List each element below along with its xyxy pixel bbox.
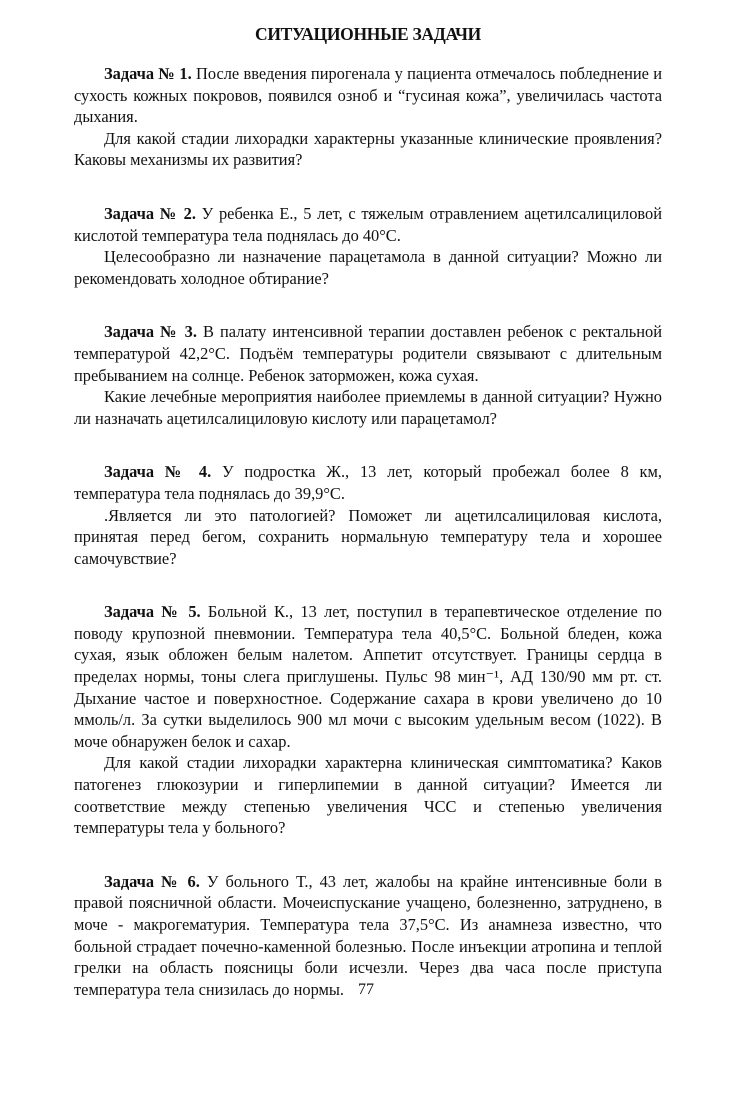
task-2 [74, 203, 662, 289]
page-number: 77 [358, 981, 374, 998]
page-title: СИТУАЦИОННЫЕ ЗАДАЧИ [254, 24, 481, 44]
task-5-paragraph-2: Для какой стадии лихорадки характерна клиническая симптоматика? Каков патогенез глюкозурии и гиперлипемии в данной ситуации? Имеется ли соответствие между степенью увеличения ЧСС и степенью увеличения температуры тела у больного? [74, 753, 662, 838]
task-4-label: Задача № 4. [104, 462, 212, 482]
task-5-paragraph-1 [74, 601, 662, 752]
task-1 [74, 63, 662, 171]
task-4-paragraph-2: .Является ли это патологией? Поможет ли ацетилсалициловая кислота, принятая перед бегом, сохранить нормальную температуру тела и хорошее самочувствие? [74, 505, 662, 568]
task-3-text-1: В палату интенсивной терапии доставлен ребенок с ректальной температурой 42,2°С. Подъём температуры родители связывают с длительным пребыванием на солнце. Ребенок заторможен, кожа сухая. [74, 322, 662, 385]
task-2-paragraph-2: Целесообразно ли назначение парацетамола в данной ситуации? Можно ли рекомендовать холодное обтирание? [74, 247, 662, 288]
task-5 [74, 601, 662, 839]
task-1-label: Задача № 1. [104, 64, 192, 83]
task-3-label: Задача № 3. [104, 322, 197, 342]
task-3-paragraph-2: Какие лечебные мероприятия наиболее приемлемы в данной ситуации? Нужно ли назначать ацетилсалициловую кислоту или парацетамол? [74, 387, 662, 428]
task-3-paragraph-1 [74, 321, 662, 386]
task-2-label: Задача № 2. [104, 203, 196, 223]
task-2-paragraph-1 [74, 203, 662, 246]
task-4-text-1: У подростка Ж., 13 лет, который пробежал более 8 км, температура тела поднялась до 39,9°С. [74, 462, 662, 503]
task-5-text-1: Больной К., 13 лет, поступил в терапевтическое отделение по поводу крупозной пневмонии. Температура тела 40,5°С. Больной бледен, кожа сухая, язык обложен белым налетом. Аппетит отсутствует. Границы сердца в пределах нормы, тоны слега приглушены. Пульс 98 мин⁻¹, АД 130/90 мм рт. ст. Дыхание частое и поверхностное. Содержание сахара в крови увеличено до 10 ммоль/л. За сутки выделилось 900 мл мочи с высоким удельным весом (1022). В моче обнаружен белок и сахар. [74, 602, 662, 751]
task-1-text-1: После введения пирогенала у пациента отмечалось побледнение и сухость кожных покровов, появился озноб и “гусиная кожа”, увеличилась частота дыхания. [74, 64, 662, 127]
task-4-paragraph-1 [74, 461, 662, 504]
task-6-label: Задача № 6. [104, 871, 200, 891]
document-page [74, 22, 662, 1032]
task-1-paragraph-2: Для какой стадии лихорадки характерны указанные клинические проявления? Каковы механизмы их развития? [74, 128, 662, 170]
task-3 [74, 321, 662, 429]
task-2-text-1: У ребенка Е., 5 лет, с тяжелым отравлением ацетилсалициловой кислотой температура тела поднялась до 40°С. [74, 203, 662, 245]
task-1-paragraph-1 [74, 63, 662, 128]
task-4 [74, 461, 662, 569]
task-5-label: Задача № 5. [104, 602, 201, 622]
task-6-text-1: У больного Т., 43 лет, жалобы на крайне интенсивные боли в правой поясничной области. Мочеиспускание учащено, болезненно, затруднено, в моче - макрогематурия. Температура тела 37,5°С. Из анамнеза известно, что больной страдает почечно-каменной болезнью. После инъекции атропина и теплой грелки на область поясницы боли исчезли. Через два часа после приступа температура тела снизилась до нормы. [74, 871, 662, 999]
